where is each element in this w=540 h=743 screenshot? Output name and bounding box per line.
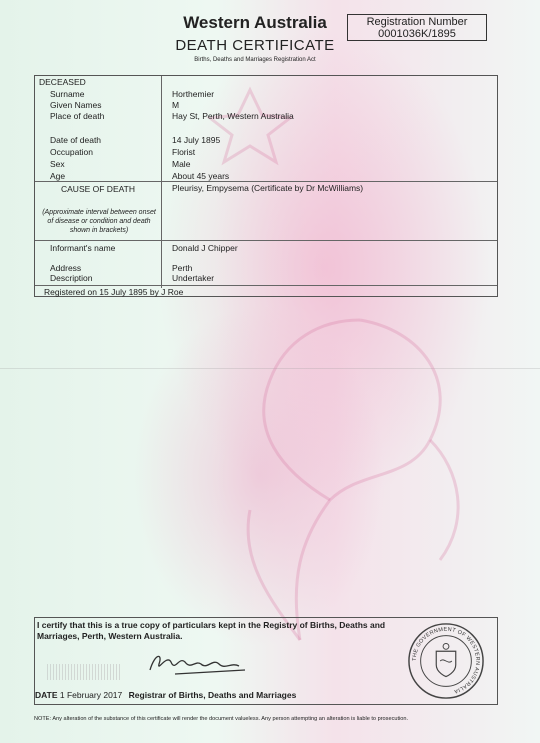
registration-statement: Registered on 15 July 1895 by J Roe bbox=[44, 287, 184, 297]
informant-value: Donald J Chipper bbox=[172, 243, 238, 253]
informant-label: Informant's name bbox=[50, 243, 116, 253]
age-label: Age bbox=[50, 171, 66, 181]
deceased-section-label: DECEASED bbox=[39, 77, 86, 87]
address-label: Address bbox=[50, 263, 82, 273]
cause-of-death-value: Pleurisy, Empysema (Certificate by Dr McWilliams) bbox=[172, 183, 364, 193]
occupation-value: Florist bbox=[172, 147, 196, 157]
registration-number-label: Registration Number bbox=[366, 16, 468, 28]
age-value: About 45 years bbox=[172, 171, 230, 181]
given-names-label: Given Names bbox=[50, 100, 102, 110]
seal-text: THE GOVERNMENT OF WESTERN AUSTRALIA bbox=[411, 626, 481, 695]
barcode-strip bbox=[47, 664, 122, 680]
date-of-death-label: Date of death bbox=[50, 135, 102, 145]
address-value: Perth bbox=[172, 263, 193, 273]
description-label: Description bbox=[50, 273, 93, 283]
certification-date-row bbox=[35, 690, 296, 700]
sex-value: Male bbox=[172, 159, 191, 169]
surname-value: Horthemier bbox=[172, 89, 215, 99]
place-of-death-value: Hay St, Perth, Western Australia bbox=[172, 111, 294, 121]
certification-box bbox=[34, 617, 498, 705]
government-seal-icon bbox=[407, 622, 485, 700]
registration-number-box bbox=[347, 14, 487, 41]
date-label: DATE bbox=[35, 690, 58, 700]
date-of-death-value: 14 July 1895 bbox=[172, 135, 221, 145]
svg-text:THE GOVERNMENT OF WESTERN AUST bbox=[412, 627, 481, 694]
date-value: 1 February 2017 bbox=[59, 690, 123, 700]
given-names-value: M bbox=[172, 100, 180, 110]
registrar-signature bbox=[145, 648, 255, 680]
registrar-title: Registrar of Births, Deaths and Marriages bbox=[128, 690, 297, 700]
place-of-death-label: Place of death bbox=[50, 111, 105, 121]
footer-note: NOTE: Any alteration of the substance of this certificate will render the document valueless. Any person attempting an alteration is liable to prosecution. bbox=[34, 716, 409, 722]
certificate-title: DEATH CERTIFICATE bbox=[175, 37, 335, 54]
certification-text: I certify that this is a true copy of particulars kept in the Registry of Births, Deaths and Marriages, Perth, Western Australia. bbox=[37, 620, 386, 641]
sex-label: Sex bbox=[50, 159, 65, 169]
deceased-details-table bbox=[34, 75, 498, 297]
cause-of-death-label: CAUSE OF DEATH bbox=[61, 184, 135, 194]
surname-label: Surname bbox=[50, 89, 85, 99]
occupation-label: Occupation bbox=[50, 147, 93, 157]
registration-number: 0001036K/1895 bbox=[378, 28, 456, 40]
registration-act: Births, Deaths and Marriages Registration Act bbox=[194, 57, 316, 63]
certificate-state-title: Western Australia bbox=[183, 13, 327, 32]
description-value: Undertaker bbox=[172, 273, 215, 283]
cause-of-death-note: (Approximate interval between onset of disease or condition and death shown in brackets) bbox=[42, 209, 156, 234]
